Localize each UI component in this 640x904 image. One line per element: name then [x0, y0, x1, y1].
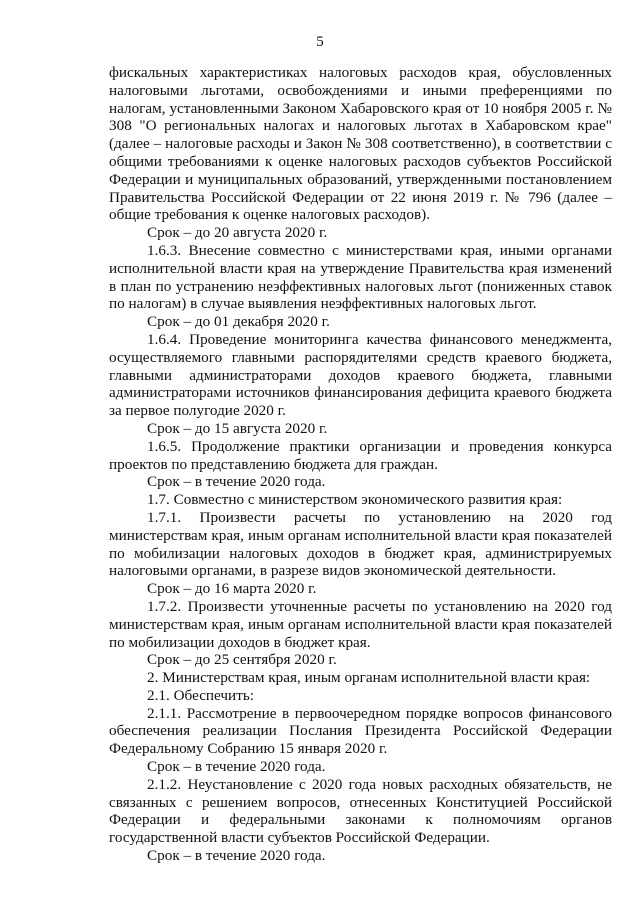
paragraph-1-7-2: 1.7.2. Произвести уточненные расчеты по установлению на 2020 год министерствам края, иным органам исполнительной власти края показателей по мобилизации доходов в бюджет края. — [109, 597, 612, 651]
paragraph-2-1: 2.1. Обеспечить: — [147, 686, 254, 704]
paragraph-1-7: 1.7. Совместно с министерством экономического развития края: — [147, 491, 563, 509]
deadline-line: Срок – в течение 2020 года. — [147, 847, 326, 865]
paragraph-1-6-5: 1.6.5. Продолжение практики организации и проведения конкурса проектов по представлению бюджета для граждан. — [109, 437, 612, 473]
paragraph-1-7-1: 1.7.1. Произвести расчеты по установлению на 2020 год министерствам края, иным органам исполнительной власти края показателей по мобилизации налоговых доходов в бюджет края, администрируемых налоговыми органами, в разрезе видов экономической деятельности. — [109, 508, 612, 580]
deadline-line: Срок – до 15 августа 2020 г. — [147, 419, 328, 437]
document-body — [109, 64, 612, 865]
paragraph-2: 2. Министерствам края, иным органам исполнительной власти края: — [147, 669, 591, 687]
paragraph-continuation: фискальных характеристиках налоговых расходов края, обусловленных налоговыми льготами, освобождениями и иными преференциями по налогам, установленными Законом Хабаровского края от 10 ноября 2005 г. № 308 "О региональных налогах и налоговых льготах в Хабаровском крае" (далее – налоговые расходы и Закон № 308 соответственно), в соответствии с общими требованиями к оценке налоговых расходов субъектов Российской Федерации и муниципальных образований, утвержденными постановлением Правительства Российской Федерации от 22 июня 2019 г. № 796 (далее – общие требования к оценке налоговых расходов). — [109, 64, 612, 224]
deadline-line: Срок – до 20 августа 2020 г. — [147, 224, 328, 242]
paragraph-2-1-2: 2.1.2. Неустановление с 2020 года новых расходных обязательств, не связанных с решением вопросов, отнесенных Конституцией Российской Федерации и федеральными законами к полномочиям органов государственной власти субъектов Российской Федерации. — [109, 775, 612, 847]
deadline-line: Срок – до 01 декабря 2020 г. — [147, 313, 330, 331]
deadline-line: Срок – до 25 сентября 2020 г. — [147, 651, 337, 669]
paragraph-1-6-4: 1.6.4. Проведение мониторинга качества финансового менеджмента, осуществляемого главными распорядителями средств краевого бюджета, главными администраторами доходов краевого бюджета, главными администраторами источников финансирования дефицита краевого бюджета за первое полугодие 2020 г. — [109, 330, 612, 420]
deadline-line: Срок – до 16 марта 2020 г. — [147, 580, 317, 598]
paragraph-2-1-1: 2.1.1. Рассмотрение в первоочередном порядке вопросов финансового обеспечения реализации Послания Президента Российской Федерации Федеральному Собранию 15 января 2020 г. — [109, 704, 612, 758]
deadline-line: Срок – в течение 2020 года. — [147, 473, 326, 491]
paragraph-1-6-3: 1.6.3. Внесение совместно с министерствами края, иными органами исполнительной власти края на утверждение Правительства края изменений в план по устранению неэффективных налоговых льгот (пониженных ставок по налогам) в случае выявления неэффективных налоговых льгот. — [109, 241, 612, 313]
deadline-line: Срок – в течение 2020 года. — [147, 758, 326, 776]
page-number: 5 — [316, 34, 324, 50]
